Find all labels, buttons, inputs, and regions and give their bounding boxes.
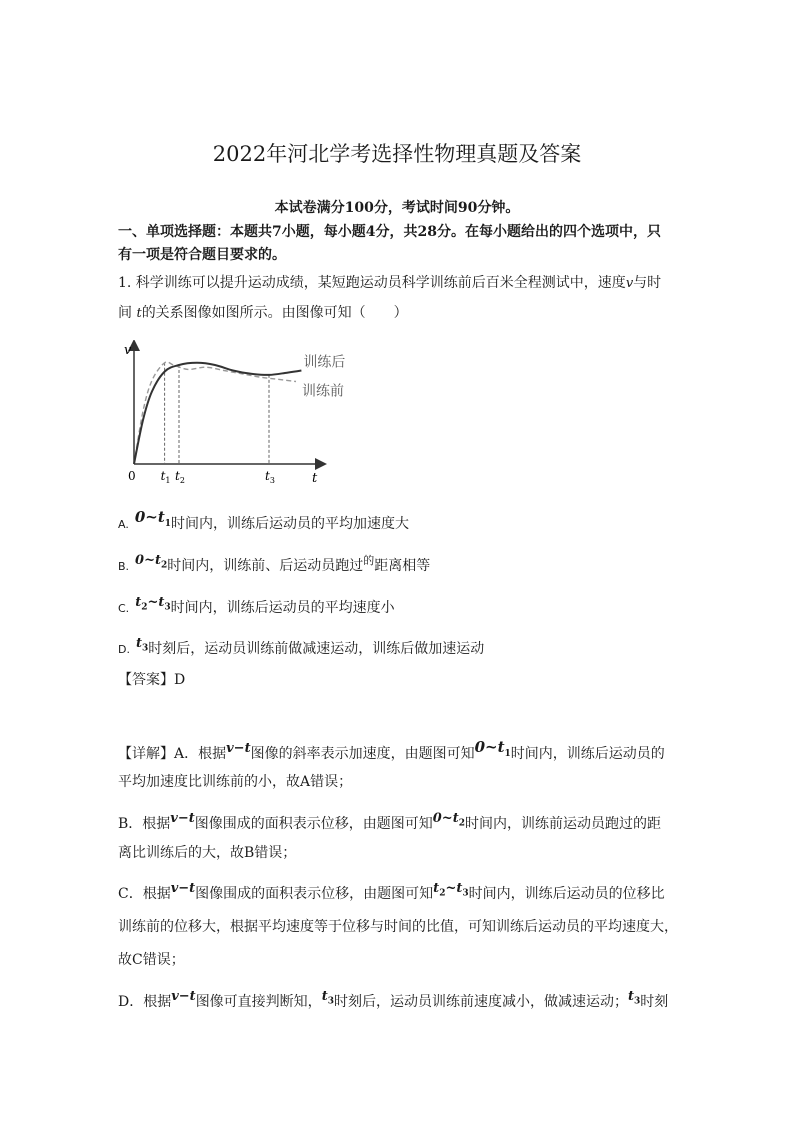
answer: 【答案】D [118, 672, 186, 688]
tick-label-t3: $t_3$ [265, 469, 275, 485]
section-heading-line2: 有一项是符合题目要求的。 [118, 247, 286, 263]
time-t3: $t_3$ [627, 989, 641, 1007]
analysis-a-line2: 平均加速度比训练前的小，故A错误； [118, 774, 353, 790]
legend-before-training: 训练前 [302, 383, 344, 400]
option-b-sup: 的 [363, 554, 375, 567]
y-axis-label: v [124, 343, 132, 358]
option-d-text: 时刻后，运动员训练前做减速运动，训练后做加速运动 [148, 641, 485, 657]
analysis-c-line1: C．根据v−t图像围成的面积表示位移，由题图可知$t_2\sim t_3$时间内，训练后运动员的位移比 [118, 881, 665, 902]
option-c-label: C. [118, 602, 130, 615]
question-1-text-b: 与时 [633, 275, 662, 291]
vt-symbol: v−t [226, 741, 251, 756]
range-0-t2: $0\sim t_2$ [135, 553, 168, 571]
question-1-text-c: 间 [118, 305, 132, 321]
x-axis-label: t [312, 471, 318, 486]
option-a-text: 时间内，训练后运动员的平均加速度大 [171, 516, 410, 532]
option-b-text2: 距离相等 [374, 558, 431, 574]
time-t3: $t_3$ [321, 989, 334, 1007]
range-t2-t3: $t_2\sim t_3$ [433, 881, 469, 899]
vt-chart-svg [118, 340, 358, 490]
series-before-training [134, 362, 296, 464]
question-1-text-d: 的关系图像如图所示。由图像可知（ ） [141, 305, 408, 321]
range-0-t1: $0\sim t_1$ [134, 508, 172, 529]
legend-after-training: 训练后 [303, 354, 346, 371]
option-d-label: D. [118, 643, 130, 656]
range-t2-t3: $t_2\sim t_3$ [135, 595, 171, 613]
analysis-d-line1: D．根据v−t图像可直接判断知，$t_3$时刻后，运动员训练前速度减小，做减速运动；$t_3$时刻 [118, 989, 669, 1010]
vt-chart [118, 340, 358, 494]
option-b[interactable] [118, 555, 430, 577]
tick-label-t1: $t_1$ [160, 469, 171, 485]
section-heading-line1: 一、单项选择题：本题共7小题，每小题4分，共28分。在每小题给出的四个选项中，只 [118, 224, 661, 240]
analysis-c-line3: 故C错误； [118, 952, 185, 968]
var-v: v [625, 276, 634, 291]
option-d[interactable] [118, 638, 484, 660]
range-0-t1: $0\sim t_1$ [474, 738, 511, 759]
document-title: 2022年河北学考选择性物理真题及答案 [212, 142, 582, 166]
analysis-b-line2: 离比训练后的大，故B错误； [118, 845, 297, 861]
question-1-line1 [118, 273, 661, 294]
option-c[interactable] [118, 597, 395, 619]
question-1-line2 [118, 303, 408, 324]
exam-info: 本试卷满分100分，考试时间90分钟。 [274, 200, 520, 216]
range-0-t2: $0\sim t_2$ [432, 811, 465, 829]
var-t: t [136, 306, 142, 321]
option-a-label: A. [118, 518, 129, 531]
analysis-a-line1: 【详解】A．根据v−t图像的斜率表示加速度，由题图可知$0\sim t_1$时间内，训练后运动员的 [118, 738, 665, 762]
time-t3: $t_3$ [135, 636, 149, 654]
option-a[interactable] [118, 508, 410, 535]
vt-symbol: v−t [170, 881, 196, 896]
tick-label-t2: $t_2$ [175, 469, 185, 485]
option-b-text1: 时间内，训练前、后运动员跑过 [167, 558, 364, 574]
option-c-text: 时间内，训练后运动员的平均速度小 [170, 600, 395, 616]
vt-symbol: v−t [171, 989, 196, 1004]
analysis-b-line1: B．根据v−t图像围成的面积表示位移，由题图可知$0\sim t_2$时间内，训练前运动员跑过的距 [118, 811, 661, 832]
option-b-label: B. [118, 560, 130, 573]
analysis-c-line2: 训练前的位移大，根据平均速度等于位移与时间的比值，可知训练后运动员的平均速度大， [118, 919, 678, 935]
vt-symbol: v−t [170, 811, 195, 826]
origin-label: 0 [128, 469, 136, 483]
series-after-training [134, 363, 301, 464]
question-1-text-a: 1. 科学训练可以提升运动成绩，某短跑运动员科学训练前后百米全程测试中，速度 [118, 275, 626, 291]
